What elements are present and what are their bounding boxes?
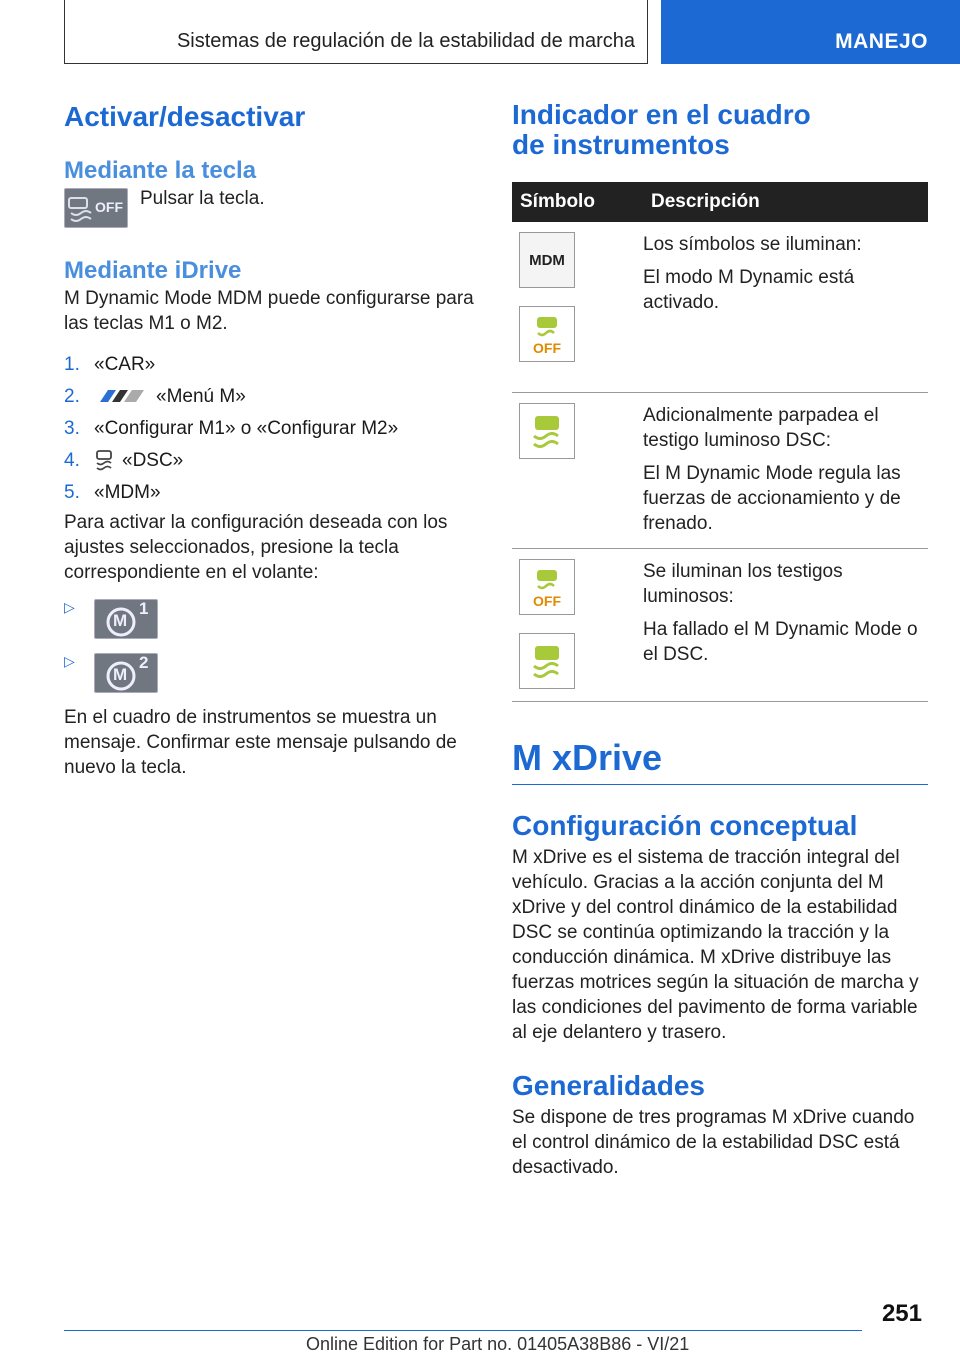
col-symbol-header: Símbolo (512, 182, 643, 222)
right-column (512, 100, 928, 1180)
heading-activar: Activar/desactivar (64, 101, 306, 132)
table-row: MDM OFF Los símbolos se iluminan: El modo M Dynamic está activado. (512, 222, 928, 393)
m2-button-icon: M 2 (94, 653, 158, 693)
heading-indicador: Indicador en el cuadro de instrumentos (512, 99, 811, 160)
off-text: OFF (95, 199, 123, 215)
m1-button-icon: M 1 (94, 599, 158, 639)
subheading-idrive: Mediante iDrive (64, 257, 242, 284)
activation-paragraph: Para activar la configuración deseada con los ajustes seleccionados, presione la tecla correspondiente en el volante: (64, 512, 448, 583)
idrive-intro: M Dynamic Mode MDM puede configurarse para las teclas M1 o M2. (64, 288, 474, 334)
dsc-off-symbol-icon (519, 559, 575, 615)
header-frame (64, 0, 648, 64)
section-tab-label: MANEJO (835, 30, 928, 53)
chapter-title: Sistemas de regulación de la estabilidad de marcha (176, 30, 635, 52)
dsc-car-icon (94, 449, 114, 471)
heading-xdrive: M xDrive (512, 736, 928, 785)
heading-configuracion: Configuración conceptual (512, 810, 858, 841)
tecla-text: Pulsar la tecla. (140, 188, 265, 209)
list-item: 1. «CAR» (64, 353, 156, 375)
key-m1-row (64, 599, 482, 639)
m-stripes-icon (94, 388, 148, 404)
triangle-bullet-icon: ▷ (64, 599, 75, 615)
section-tab[interactable] (661, 0, 960, 64)
list-item: 3. «Configurar M1» o «Configurar M2» (64, 417, 399, 439)
dsc-symbol-icon (519, 633, 575, 689)
generalidades-text: Se dispone de tres programas M xDrive cuando el control dinámico de la estabilidad DSC está desactivado. (512, 1107, 915, 1178)
svg-text:OFF: OFF (533, 593, 561, 609)
list-item: 5. «MDM» (64, 481, 161, 503)
table-row: Adicionalmente parpadea el testigo luminoso DSC: El M Dynamic Mode regula las fuerzas de accionamiento y de frenado. (512, 393, 928, 549)
subheading-tecla: Mediante la tecla (64, 157, 257, 184)
page-number: 251 (881, 1300, 922, 1327)
heading-generalidades: Generalidades (512, 1070, 705, 1101)
indicator-table (512, 182, 928, 702)
footer-divider (64, 1330, 862, 1331)
mdm-symbol-icon: MDM (519, 232, 575, 288)
table-row: OFF Se iluminan los testigos luminosos: Ha fallado el M Dynamic Mode o el DSC. (512, 549, 928, 702)
left-column (64, 100, 482, 780)
footer-edition: Online Edition for Part no. 01405A38B86 - VI/21 (306, 1334, 690, 1354)
triangle-bullet-icon: ▷ (64, 653, 75, 669)
step-list (64, 348, 482, 508)
tecla-row (64, 188, 482, 228)
dsc-off-symbol-icon (519, 306, 575, 362)
table-header-row (512, 182, 928, 222)
dsc-symbol-icon (519, 403, 575, 459)
col-desc-header: Descripción (643, 182, 928, 222)
list-item: 4. «DSC» (64, 449, 184, 471)
configuracion-text: M xDrive es el sistema de tracción integral del vehículo. Gracias a la acción conjunta del M xDrive y del control dinámico de la estabilidad DSC se continúa optimizando la tracción y la conducción dinámica. M xDrive distribuye las fuerzas motrices según la situación de marcha y las condiciones del pavimento de forma variable al eje delantero y trasero. (512, 847, 919, 1043)
dsc-off-button-icon (64, 188, 128, 228)
closing-paragraph: En el cuadro de instrumentos se muestra un mensaje. Confirmar este mensaje pulsando de nuevo la tecla. (64, 707, 457, 778)
list-item: 2. «Menú M» (64, 385, 246, 407)
svg-text:OFF: OFF (533, 340, 561, 356)
key-m2-row (64, 653, 482, 693)
